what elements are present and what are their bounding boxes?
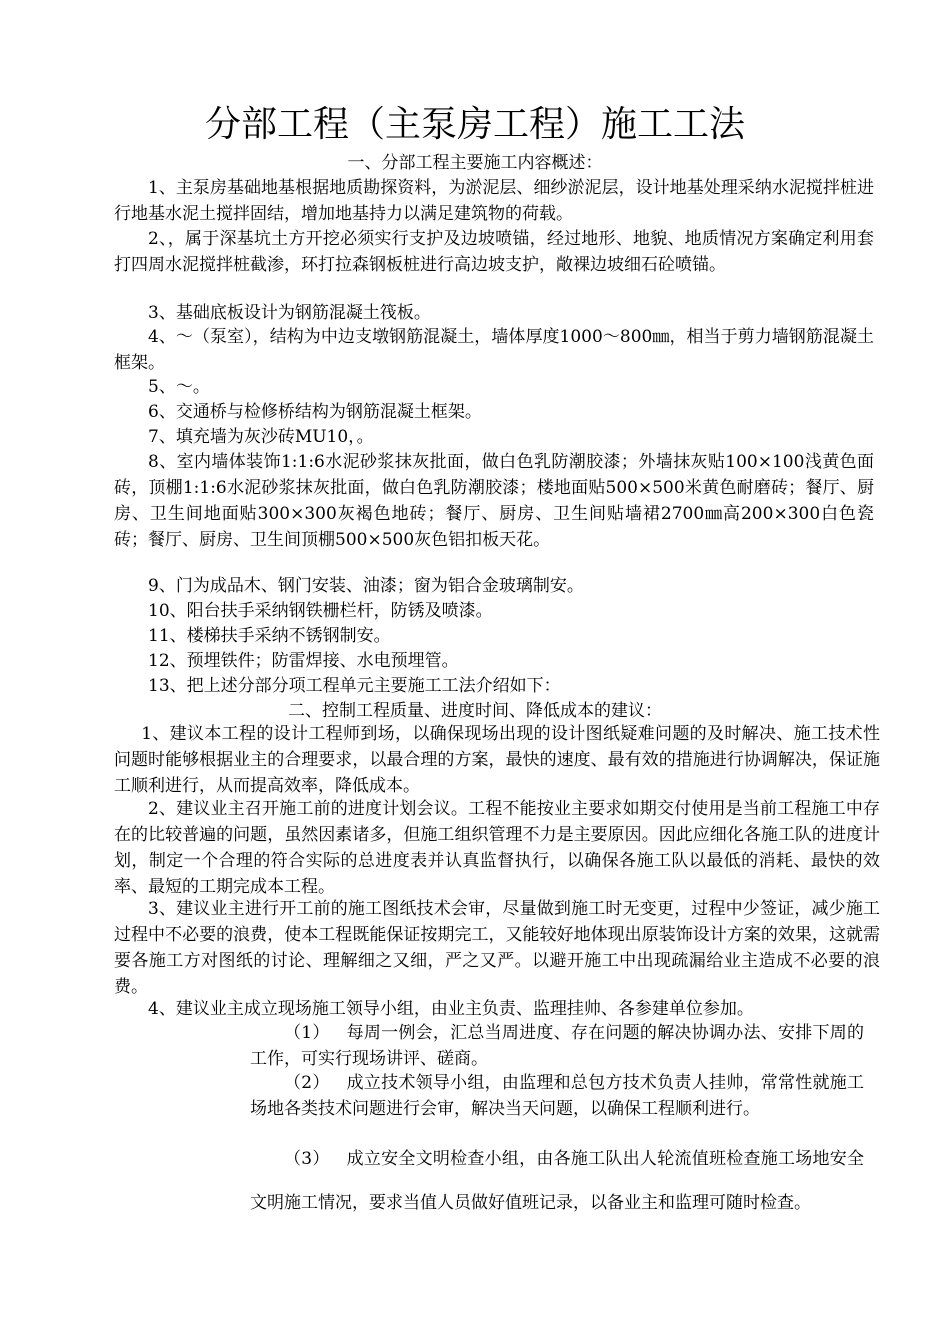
paragraph-1-8: 8、室内墙体装饰1:1:6水泥砂浆抹灰批面，做白色乳防潮胶漆；外墙抹灰贴100×100浅黄色面砖，顶棚1:1:6水泥砂浆抹灰批面，做白色乳防潮胶漆；楼地面贴500×500米黄色耐磨砖；餐厅、厨房、卫生间地面贴300×300灰褐色地砖；餐厅、厨房、卫生间贴墙裙2700㎜高200×300白色瓷砖；餐厅、厨房、卫生间顶棚500×500灰色铝扣板天花。: [114, 452, 874, 550]
section-heading-2: 二、控制工程质量、进度时间、降低成本的建议：: [288, 701, 662, 721]
paragraph-1-11: 11、楼梯扶手采纳不锈钢制安。: [148, 626, 391, 646]
subitem-3: [250, 1137, 864, 1225]
paragraph-2-1: 1、建议本工程的设计工程师到场，以确保现场出现的设计图纸疑难问题的及时解决、施工技术性问题时能够根据业主的合理要求，以最合理的方案，最快的速度、最有效的措施进行协调解决，保证施工顺利进行，从而提高效率，降低成本。: [114, 724, 880, 796]
subitem-1: [250, 1020, 864, 1072]
paragraph-1-5: 5、～。: [148, 377, 210, 397]
paragraph-1-2: 2、，属于深基坑土方开挖必须实行支护及边坡喷锚，经过地形、地貌、地质情况方案确定利用套打四周水泥搅拌桩截渗，环打拉森钢板桩进行高边坡支护，敞裸边坡细石砼喷锚。: [114, 229, 874, 275]
subitem-2-text: （2） 成立技术领导小组，由监理和总包方技术负责人挂帅，常常性就施工场地各类技术问题进行会审，解决当天问题，以确保工程顺利进行。: [250, 1073, 864, 1119]
paragraph-1-13: 13、把上述分部分项工程单元主要施工工法介绍如下：: [148, 676, 561, 696]
paragraph-1-9: 9、门为成品木、钢门安装、油漆；窗为铝合金玻璃制安。: [148, 576, 584, 596]
paragraph-1-7: 7、填充墙为灰沙砖MU10，。: [148, 427, 374, 447]
paragraph-1-3: 3、基础底板设计为钢筋混凝土筏板。: [148, 303, 431, 323]
paragraph-1-6: 6、交通桥与检修桥结构为钢筋混凝土框架。: [148, 402, 482, 422]
subitem-1-text: （1） 每周一例会，汇总当周进度、存在问题的解决协调办法、安排下周的工作，可实行现场讲评、磋商。: [250, 1023, 864, 1069]
subitem-3-text: （3） 成立安全文明检查小组，由各施工队出人轮流值班检查施工场地安全文明施工情况，要求当值人员做好值班记录，以备业主和监理可随时检查。: [250, 1149, 864, 1213]
section-heading-1: 一、分部工程主要施工内容概述：: [347, 153, 603, 173]
paragraph-1-12: 12、预埋铁件；防雷焊接、水电预埋管。: [148, 651, 459, 671]
paragraph-2-4: 4、建议业主成立现场施工领导小组，由业主负责、监理挂帅、各参建单位参加。: [148, 999, 754, 1019]
page-title: 分部工程（主泵房工程）施工工法: [204, 104, 745, 145]
paragraph-2-3: 3、建议业主进行开工前的施工图纸技术会审，尽量做到施工时无变更，过程中少签证，减少施工过程中不必要的浪费，使本工程既能保证按期完工，又能较好地体现出原装饰设计方案的效果，这就需要各施工方对图纸的讨论、理解细之又细，严之又严。以避开施工中出现疏漏给业主造成不必要的浪费。: [114, 899, 880, 997]
paragraph-1-10: 10、阳台扶手采纳钢铁栅栏杆，防锈及喷漆。: [148, 601, 493, 621]
paragraph-1-1: 1、主泵房基础地基根据地质勘探资料，为淤泥层、细纱淤泥层，设计地基处理采纳水泥搅拌桩进行地基水泥土搅拌固结，增加地基持力以满足建筑物的荷载。: [114, 178, 874, 224]
paragraph-2-2: 2、建议业主召开施工前的进度计划会议。工程不能按业主要求如期交付使用是当前工程施工中存在的比较普遍的问题，虽然因素诸多，但施工组织管理不力是主要原因。因此应细化各施工队的进度计划，制定一个合理的符合实际的总进度表并认真监督执行，以确保各施工队以最低的消耗、最快的效率、最短的工期完成本工程。: [114, 799, 880, 897]
paragraph-1-4: 4、～（泵室），结构为中边支墩钢筋混凝土，墙体厚度1000～800㎜，相当于剪力墙钢筋混凝土框架。: [114, 327, 874, 373]
subitem-2: [250, 1070, 864, 1122]
